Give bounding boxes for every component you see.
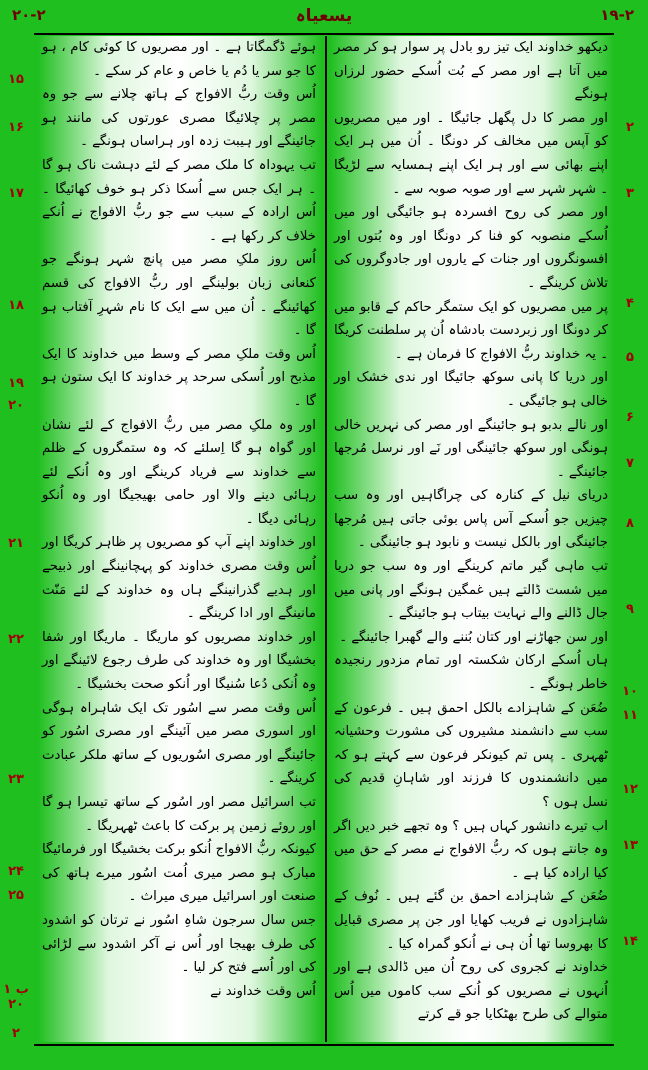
verse-number: ۲۴ [8, 864, 24, 879]
left-text-column [38, 36, 322, 1042]
verse-14: خداوند نے کجروی کی روح اُن میں ڈالدی ہے اور اُنہوں نے مصریوں کو اُنکے سب کاموں میں اُس متوالے کی طرح بھٹکایا جو قے کرتے [334, 960, 608, 1023]
verse-21: اور خداوند اپنے آپ کو مصریوں پر ظاہر کریگا اور اُس وقت مصری خداوند کو پہچانینگے اور ذبیحے اور ہدیے گذرانینگے ہاں وہ خداوند کے لئے مَنّت مانینگے اور ادا کرینگے ۔ [42, 535, 316, 622]
verse-17: تب یہوداہ کا ملک مصر کے لئے دہشت ناک ہو گا ۔ ہر ایک جس سے اُسکا ذکر ہو خوف کھائیگا ۔ اُس ارادہ کے سبب سے جو ربُّ الافواج نے اُنکے خلاف کر رکھا ہے ۔ [42, 157, 316, 244]
chapter-ref-right: ۱۹-۲ [600, 6, 634, 24]
verse-number: ۱۳ [622, 838, 638, 853]
book-title: یسعیاہ [295, 6, 353, 26]
verse-9: اور سن جھاڑنے اور کتان بُننے والے گھبرا جائینگے ۔ [339, 629, 608, 645]
verse-8: تب ماہی گیر ماتم کرینگے اور وہ سب جو دریا میں شست ڈالتے ہیں غمگین ہونگے اور پانی میں جال ڈالنے والے نہایت بیتاب ہو جائینگے ۔ [334, 559, 608, 622]
verse-number: ۶ [626, 410, 634, 425]
verse-2: اور مصر کا دل پگھل جائیگا ۔ اور میں مصریوں کو آپس میں مخالف کر دونگا ۔ اُن میں ہر ایک اپنے بھائی سے اور ہر ایک اپنے ہمسایہ سے لڑیگا ۔ شہر شہر سے اور صوبہ صوبہ سے ۔ [334, 110, 608, 197]
verse-7: دریای نیل کے کنارہ کی چراگاہیں اور وہ سب چیزیں جو اُسکے آس پاس بوئی جاتی ہیں مُرجھا جائینگی اور بالکل نیست و نابود ہو جائینگی ۔ [334, 488, 608, 551]
verse-11: ضُعَن کے شاہزادے بالکل احمق ہیں ۔ فرعون کے سب سے دانشمند مشیروں کی مشورت وحشیانہ ٹھہری ۔ پس تم کیونکر فرعون سے کہتے ہو کہ میں دانشمندوں کا فرزند اور شاہانِ قدیم کی نسل ہوں ؟ [334, 700, 608, 810]
verse-number: ۴ [626, 296, 634, 311]
verse-13: ضُعَن کے شاہزادے احمق بن گئے ہیں ۔ نُوف کے شاہزادوں نے فریب کھایا اور جن پر مصری قبایل کا بھروسا تھا اُن ہی نے اُنکو گمراہ کیا ۔ [334, 889, 608, 952]
footer-rule [34, 1044, 614, 1046]
verse-number: ۷ [626, 456, 634, 471]
left-margin-verse-numbers [0, 36, 34, 1042]
verse-14-cont: ہوئے ڈگمگاتا ہے ۔ اور مصریوں کا کوئی کام ، ہو کا جو سر یا دُم یا خاص و عام کر سکے ۔ [42, 40, 316, 79]
verse-number: ۱۹ [8, 376, 24, 391]
verse-number: ۱۴ [622, 934, 638, 949]
verse-number: ۱۶ [8, 120, 24, 135]
verse-number: ۳ [626, 186, 634, 201]
verse-number: ۲۲ [8, 632, 24, 647]
chapter-ref-left: ۲۰-۲ [12, 6, 46, 24]
verse-22: اور خداوند مصریوں کو ماریگا ۔ ماریگا اور شفا بخشیگا اور وہ خداوند کی طرف رجوع لائینگے اور وہ اُنکی دُعا سُنیگا اور اُنکو صحت بخشیگا ۔ [42, 629, 316, 693]
verse-1: دیکھو خداوند ایک تیز رو بادل پر سوار ہو کر مصر میں آتا ہے اور مصر کے بُت اُسکے حضور لرزاں ہونگے [334, 40, 608, 103]
header-rule [34, 33, 614, 35]
verse-number: ۱۱ [622, 708, 638, 723]
verse-3: اور مصر کی روح افسردہ ہو جائیگی اور میں اُسکے منصوبہ کو فنا کر دونگا اور وہ بُتوں اور افسونگروں اور جنات کے یاروں اور جادوگروں کی تلاش کرینگے ۔ [334, 205, 608, 291]
right-margin-verse-numbers [614, 36, 648, 1042]
verse-6: اور نالے بدبو ہو جائینگے اور مصر کی نہریں خالی ہونگی اور سوکھ جائینگی اور نَے اور نرسل مُرجھا جائینگے ۔ [334, 417, 608, 480]
verse-number: ۵ [626, 350, 634, 365]
right-text-column [330, 36, 614, 1042]
verse-5: اور دریا کا پانی سوکھ جائیگا اور ندی خشک اور خالی ہو جائیگی ۔ [334, 370, 608, 409]
verse-number: ۲۰ [8, 398, 24, 413]
verse-number: ۲ [12, 1026, 20, 1041]
verse-number: ۱۰ [622, 684, 638, 699]
verse-12: اب تیرے دانشور کہاں ہیں ؟ وہ تجھے خبر دیں اگر وہ جانتے ہوں کہ ربُّ الافواج نے مصر کے حق میں کیا ارادہ کیا ہے ۔ [334, 818, 608, 881]
verse-20: اور وہ ملکِ مصر میں ربُّ الافواج کے لئے نشان اور گواہ ہو گا اِسلئے کہ وہ ستمگروں کے ظلم سے خداوند سے فریاد کرینگے اور وہ اُنکے لئے رہائی دینے والا اور حامی بھیجیگا اور وہ اُنکو رہائی دیگا ۔ [42, 417, 316, 527]
verse-25: کیونکہ ربُّ الافواج اُنکو برکت بخشیگا اور فرمائیگا مبارک ہو مصر میری اُمت اسُور میرے ہاتھ کی صنعت اور اسرائیل میری میراث ۔ [42, 842, 316, 905]
verse-number: ۲۵ [8, 888, 24, 903]
verse-24: تب اسرائیل مصر اور اسُور کے ساتھ تیسرا ہو گا اور روئے زمین پر برکت کا باعث ٹھہریگا ۔ [42, 795, 316, 834]
column-divider [325, 36, 327, 1042]
chapter20-verse-2: اُس وقت خداوند نے [210, 983, 316, 999]
chapter20-verse-1: جس سال سرجون شاہِ اسُور نے ترتان کو اشدود کی طرف بھیجا اور اُس نے آکر اشدود سے لڑائی کی اور اُسے فتح کر لیا ۔ [42, 912, 316, 976]
verse-number: ۲۳ [8, 772, 24, 787]
verse-number: ۲ [626, 120, 634, 135]
verse-16: اُس وقت ربُّ الافواج کے ہاتھ چلانے سے جو وہ مصر پر چلائیگا مصری عورتوں کی مانند ہو جائینگے اور ہیبت زدہ اور ہراساں ہونگے ۔ [42, 87, 316, 150]
verse-4: پر میں مصریوں کو ایک ستمگر حاکم کے قابو میں کر دونگا اور زبردست بادشاہ اُن پر سلطنت کریگا ۔ یہ خداوند ربُّ الافواج کا فرمان ہے ۔ [334, 299, 608, 362]
verse-number: ۹ [626, 602, 634, 617]
verse-23: اُس وقت مصر سے اسُور تک ایک شاہراہ ہوگی اور اسوری مصر میں آئینگے اور مصری اسُور کو جائینگے اور مصری اسُوریوں کے ساتھ ملکر عبادت کرینگے ۔ [42, 700, 316, 787]
verse-19: اُس وقت ملکِ مصر کے وسط میں خداوند کا ایک مذبح اور اُسکی سرحد پر خداوند کا ایک ستون ہو گا ۔ [42, 346, 316, 409]
verse-number: ۱۵ [8, 72, 24, 87]
verse-18: اُس روز ملکِ مصر میں پانچ شہر ہونگے جو کنعانی زبان بولینگے اور ربُّ الافواج کی قسم کھائینگے ۔ اُن میں سے ایک کا نام شہرِ آفتاب ہو گا ۔ [42, 252, 316, 339]
verse-number: ۱۲ [622, 782, 638, 797]
verse-number: ۱۸ [8, 298, 24, 313]
page-header [0, 0, 648, 34]
verse-number: ۱ ب ۲۰ [3, 982, 29, 1012]
verse-number: ۲۱ [8, 536, 24, 551]
verse-number: ۱۷ [8, 186, 24, 201]
verse-10: ہاں اُسکے ارکان شکستہ اور تمام مزدور رنجیدہ خاطر ہونگے ۔ [334, 653, 608, 693]
verse-number: ۸ [626, 516, 634, 531]
